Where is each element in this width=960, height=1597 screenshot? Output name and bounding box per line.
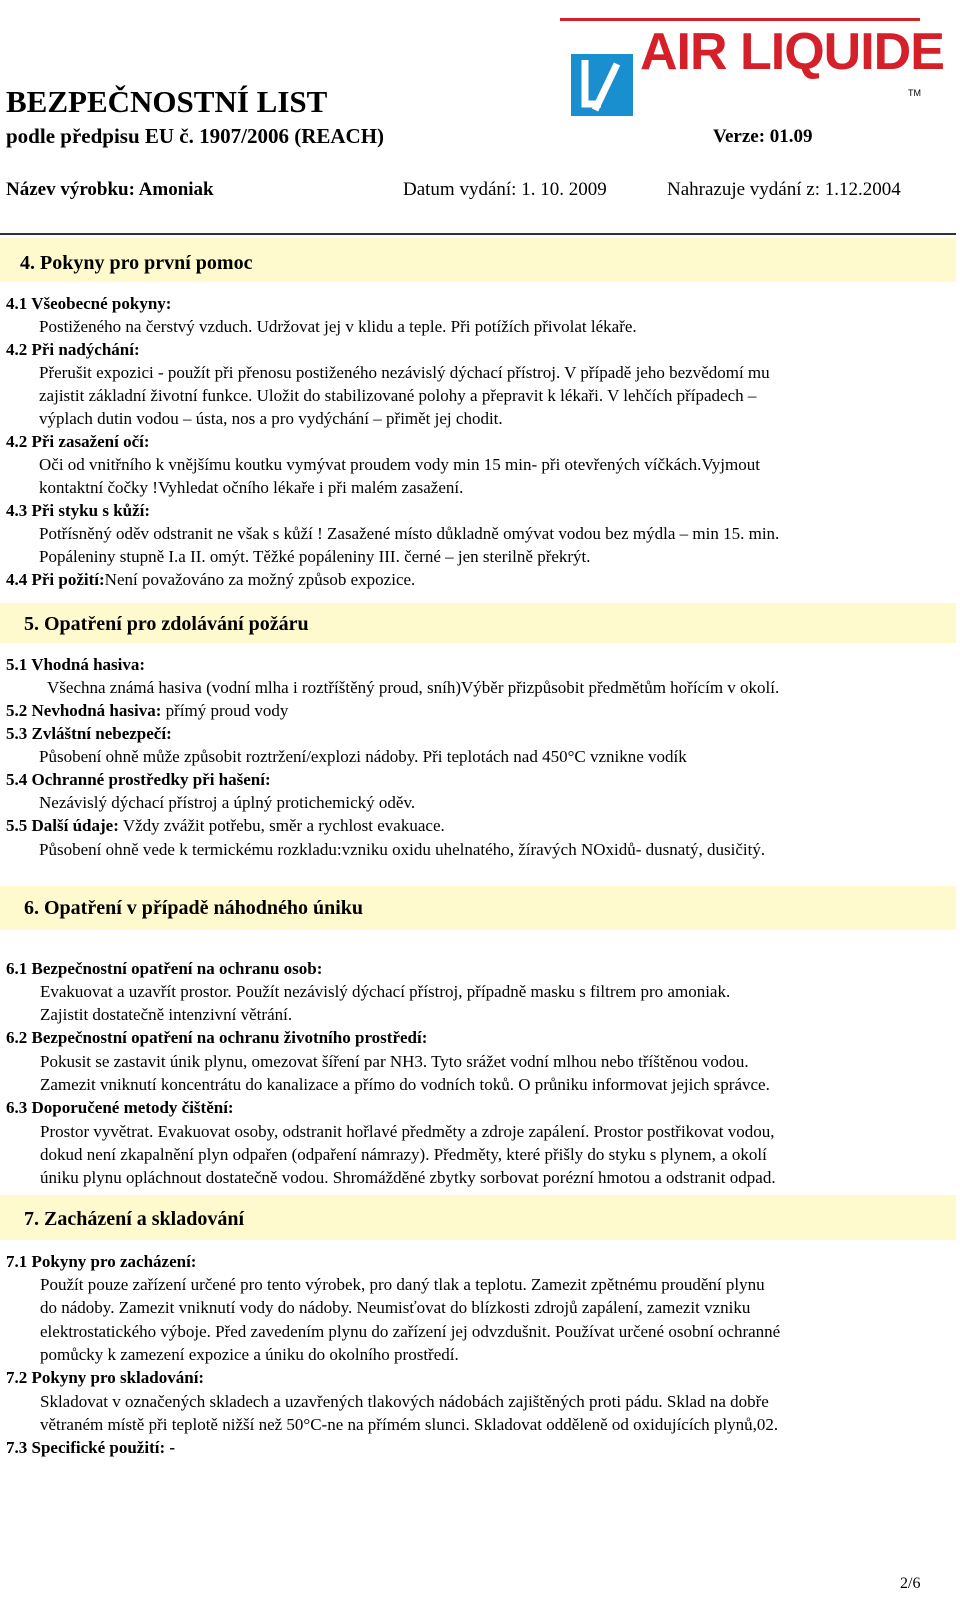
text-7-2-2: větraném místě při teplotě nižší než 50°C-ne na přímém slunci. Skladovat odděleně od oxidujících plynů,02.: [40, 1415, 779, 1434]
text-4-3-1: Potřísněný oděv odstranit ne však s kůží ! Zasažené místo důkladně omývat vodou bez mýdla – min 15. min.: [39, 524, 780, 543]
subsection-5-5: [6, 814, 445, 837]
text-5-5-2: Působení ohně vede k termickému rozkladu:vzniku oxidu uhelnatého, žíravých NOxidů- dusnatý, dusičitý.: [39, 840, 766, 859]
text-4-2a-1: Přerušit expozici - použít při přenosu postiženého nezávislý dýchací přístroj. V případě jeho bezvědomí mu: [39, 363, 770, 382]
text-6-1-1: Evakuovat a uzavřít prostor. Použít nezávislý dýchací přístroj, případně masku s filtrem pro amoniak.: [40, 982, 731, 1001]
product-name: Název výrobku: Amoniak: [6, 179, 214, 200]
subsection-4-4-heading: 4.4 Při požití:: [6, 570, 105, 589]
subsection-4-4: [6, 568, 415, 591]
subsection-6-3: 6.3 Doporučené metody čištění:: [6, 1098, 234, 1117]
subsection-4-2-eyes: 4.2 Při zasažení očí:: [6, 432, 150, 451]
page-subtitle: podle předpisu EU č. 1907/2006 (REACH): [6, 124, 385, 148]
version: Verze: 01.09: [713, 126, 813, 147]
text-6-3-1: Prostor vyvětrat. Evakuovat osoby, odstranit hořlavé předměty a zdroje zapálení. Prostor postřikovat vodou,: [40, 1122, 775, 1141]
subsection-5-5-heading: 5.5 Další údaje:: [6, 816, 119, 835]
section-5-title: 5. Opatření pro zdolávání požáru: [24, 613, 309, 635]
text-6-3-2: dokud není zkapalnění plyn odpařen (odpaření námrazy). Předměty, které přišly do styku s plynem, a okolí: [40, 1145, 767, 1164]
text-6-3-3: úniku plynu opláchnout dostatečně vodou. Shromážděné zbytky sorbovat porézní hmotou a odstranit odpad.: [40, 1168, 776, 1187]
text-7-1-4: pomůcky k zamezení expozice a úniku do okolního prostředí.: [40, 1345, 459, 1364]
subsection-7-3: 7.3 Specifické použití: -: [6, 1438, 176, 1457]
subsection-5-3: 5.3 Zvláštní nebezpečí:: [6, 724, 172, 743]
logo-rule: [560, 18, 920, 21]
subsection-5-2-heading: 5.2 Nevhodná hasiva:: [6, 701, 162, 720]
text-7-1-2: do nádoby. Zamezit vniknutí vody do nádoby. Neumisťovat do blízkosti zdrojů zapálení, zamezit vzniku: [40, 1298, 751, 1317]
text-4-2b-1: Oči od vnitřního k vnějšímu koutku vymývat proudem vody min 15 min- při otevřených víčkách.Vyjmout: [39, 455, 760, 474]
text-6-1-2: Zajistit dostatečně intenzivní větrání.: [40, 1005, 293, 1024]
text-4-3-2: Popáleniny stupně I.a II. omýt. Těžké popáleniny III. černé – jen sterilně překrýt.: [39, 547, 591, 566]
subsection-5-4: 5.4 Ochranné prostředky při hašení:: [6, 770, 271, 789]
page-title: BEZPEČNOSTNÍ LIST: [6, 84, 328, 119]
section-4-title: 4. Pokyny pro první pomoc: [20, 252, 253, 274]
text-4-2b-2: kontaktní čočky !Vyhledat očního lékaře i při malém zasažení.: [39, 478, 464, 497]
logo-trademark: TM: [908, 88, 921, 98]
subsection-7-2: 7.2 Pokyny pro skladování:: [6, 1368, 205, 1387]
header-divider: [0, 233, 956, 235]
section-7-title: 7. Zacházení a skladování: [24, 1208, 245, 1230]
text-4-2a-3: výplach dutin vodou – ústa, nos a pro vydýchání – přimět jej chodit.: [39, 409, 503, 428]
text-6-2-1: Pokusit se zastavit únik plynu, omezovat šíření par NH3. Tyto srážet vodní mlhou nebo tříštěnou vodou.: [40, 1052, 749, 1071]
issue-date: Datum vydání: 1. 10. 2009: [403, 179, 607, 200]
text-4-4: Není považováno za možný způsob expozice.: [104, 570, 416, 589]
text-5-4: Nezávislý dýchací přístroj a úplný protichemický oděv.: [39, 793, 416, 812]
text-5-3: Působení ohně může způsobit roztržení/explozi nádoby. Při teplotách nad 450°C vznikne vodík: [39, 747, 687, 766]
subsection-6-2: 6.2 Bezpečnostní opatření na ochranu životního prostředí:: [6, 1028, 428, 1047]
logo-wordmark: AIR LIQUIDE: [640, 23, 944, 81]
subsection-5-1: 5.1 Vhodná hasiva:: [6, 655, 146, 674]
subsection-4-3: 4.3 Při styku s kůží:: [6, 501, 151, 520]
text-5-1: Všechna známá hasiva (vodní mlha i roztříštěný proud, sníh)Výběr přizpůsobit předmětům hořícím v okolí.: [47, 678, 780, 697]
subsection-5-2: [6, 699, 288, 722]
text-7-1-1: Použít pouze zařízení určené pro tento výrobek, pro daný tlak a teplotu. Zamezit zpětnému proudění plynu: [40, 1275, 765, 1294]
text-4-1: Postiženého na čerstvý vzduch. Udržovat jej v klidu a teple. Při potížích přivolat lékaře.: [39, 317, 637, 336]
text-7-2-1: Skladovat v označených skladech a uzavřených tlakových nádobách zajištěných proti pádu. Sklad na dobře: [40, 1392, 769, 1411]
text-5-5-1: Vždy zvážit potřebu, směr a rychlost evakuace.: [118, 816, 445, 835]
replaces-date: Nahrazuje vydání z: 1.12.2004: [667, 179, 901, 200]
text-6-2-2: Zamezit vniknutí koncentrátu do kanalizace a přímo do vodních toků. O průniku informovat jejich správce.: [40, 1075, 770, 1094]
subsection-4-2-inhalation: 4.2 Při nadýchání:: [6, 340, 140, 359]
text-4-2a-2: zajistit základní životní funkce. Uložit do stabilizované polohy a přepravit k lékaři. V lehčích případech –: [39, 386, 757, 405]
air-liquide-logo-mark: [571, 54, 633, 116]
section-6-title: 6. Opatření v případě náhodného úniku: [24, 897, 363, 919]
text-5-2: přímý proud vody: [161, 701, 289, 720]
text-7-1-3: elektrostatického výboje. Před zavedením plynu do zařízení jej odvzdušnit. Používat určené osobní ochranné: [40, 1322, 781, 1341]
subsection-7-1: 7.1 Pokyny pro zacházení:: [6, 1252, 197, 1271]
page-number: 2/6: [900, 1575, 921, 1592]
subsection-4-1: 4.1 Všeobecné pokyny:: [6, 294, 172, 313]
subsection-6-1: 6.1 Bezpečnostní opatření na ochranu osob:: [6, 959, 323, 978]
